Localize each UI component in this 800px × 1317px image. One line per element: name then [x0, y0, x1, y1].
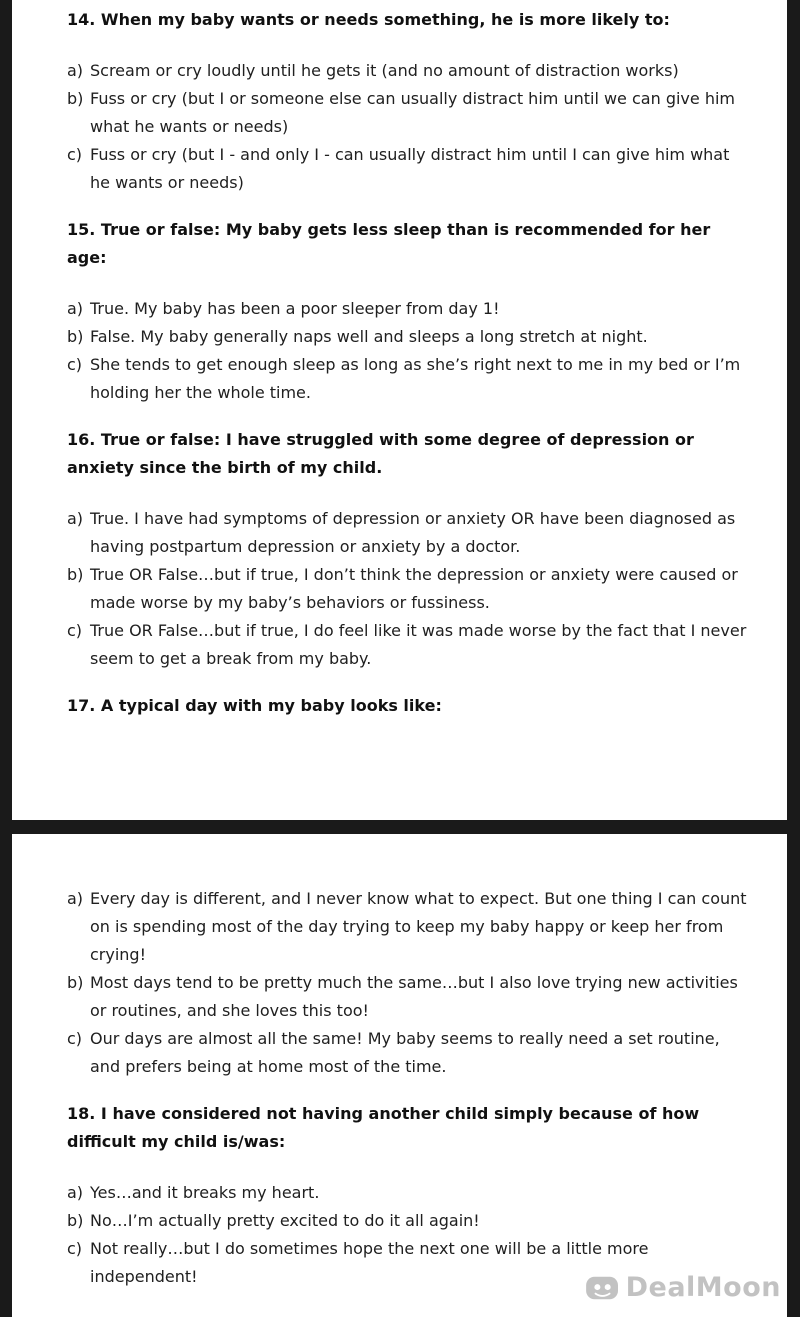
page-1-content [67, 6, 747, 743]
option-letter: c) [67, 621, 83, 640]
question-15-title: 15. True or false: My baby gets less sleep than is recommended for her age: [67, 220, 711, 267]
option-text: Most days tend to be pretty much the same…but I also love trying new activities or routines, and she loves this too! [90, 973, 738, 1020]
question-14-option-b [67, 85, 747, 141]
option-text: True. My baby has been a poor sleeper from day 1! [90, 299, 500, 318]
option-letter: c) [67, 355, 83, 374]
option-letter: b) [67, 89, 84, 108]
question-16-title: 16. True or false: I have struggled with some degree of depression or anxiety since the birth of my child. [67, 430, 694, 477]
question-17-option-a [67, 885, 747, 969]
option-letter: a) [67, 299, 84, 318]
option-text: True. I have had symptoms of depression or anxiety OR have been diagnosed as having postpartum depression or anxiety by a doctor. [90, 509, 736, 556]
option-letter: b) [67, 1211, 84, 1230]
question-16-option-b [67, 561, 747, 617]
option-text: True OR False…but if true, I do feel like it was made worse by the fact that I never seem to get a break from my baby. [90, 621, 747, 668]
question-18-options [67, 1179, 747, 1291]
option-letter: a) [67, 1183, 84, 1202]
option-letter: c) [67, 1029, 83, 1048]
option-text: She tends to get enough sleep as long as she’s right next to me in my bed or I’m holding her the whole time. [90, 355, 741, 402]
option-text: Fuss or cry (but I or someone else can usually distract him until we can give him what he wants or needs) [90, 89, 735, 136]
question-18-option-c [67, 1235, 747, 1291]
option-letter: a) [67, 889, 84, 908]
question-15-option-b [67, 323, 747, 351]
document-page-2 [12, 834, 787, 1317]
option-text: True OR False…but if true, I don’t think the depression or anxiety were caused or made worse by my baby’s behaviors or fussiness. [90, 565, 738, 612]
question-17-option-c [67, 1025, 747, 1081]
option-text: False. My baby generally naps well and sleeps a long stretch at night. [90, 327, 648, 346]
question-18-option-b [67, 1207, 747, 1235]
option-text: Scream or cry loudly until he gets it (and no amount of distraction works) [90, 61, 679, 80]
question-16-options [67, 505, 747, 673]
question-17-title: 17. A typical day with my baby looks like: [67, 696, 442, 715]
question-17-options [67, 885, 747, 1081]
watermark-brand: DealMoon [625, 1272, 781, 1303]
document-page-1 [12, 0, 787, 820]
option-letter: b) [67, 565, 84, 584]
question-16-option-c [67, 617, 747, 673]
option-text: Yes…and it breaks my heart. [90, 1183, 320, 1202]
question-18-title: 18. I have considered not having another child simply because of how difficult my child is/was: [67, 1104, 700, 1151]
option-letter: a) [67, 61, 84, 80]
option-letter: c) [67, 1239, 83, 1258]
question-18-option-a [67, 1179, 747, 1207]
option-text: Not really…but I do sometimes hope the next one will be a little more independent! [90, 1239, 649, 1286]
question-14-options [67, 57, 747, 197]
question-15-options [67, 295, 747, 407]
question-15-option-c [67, 351, 747, 407]
question-17-option-b [67, 969, 747, 1025]
option-text: Every day is different, and I never know what to expect. But one thing I can count on is spending most of the day trying to keep my baby happy or keep her from crying! [90, 889, 747, 964]
option-text: No…I’m actually pretty excited to do it all again! [90, 1211, 480, 1230]
option-letter: b) [67, 973, 84, 992]
option-letter: c) [67, 145, 83, 164]
question-14-title: 14. When my baby wants or needs something, he is more likely to: [67, 10, 670, 29]
option-letter: a) [67, 509, 84, 528]
option-text: Our days are almost all the same! My baby seems to really need a set routine, and prefers being at home most of the time. [90, 1029, 720, 1076]
option-letter: b) [67, 327, 84, 346]
option-text: Fuss or cry (but I - and only I - can usually distract him until I can give him what he wants or needs) [90, 145, 730, 192]
page-2-content [67, 885, 747, 1310]
question-14-option-c [67, 141, 747, 197]
question-15-option-a [67, 295, 747, 323]
question-14-option-a [67, 57, 747, 85]
question-16-option-a [67, 505, 747, 561]
